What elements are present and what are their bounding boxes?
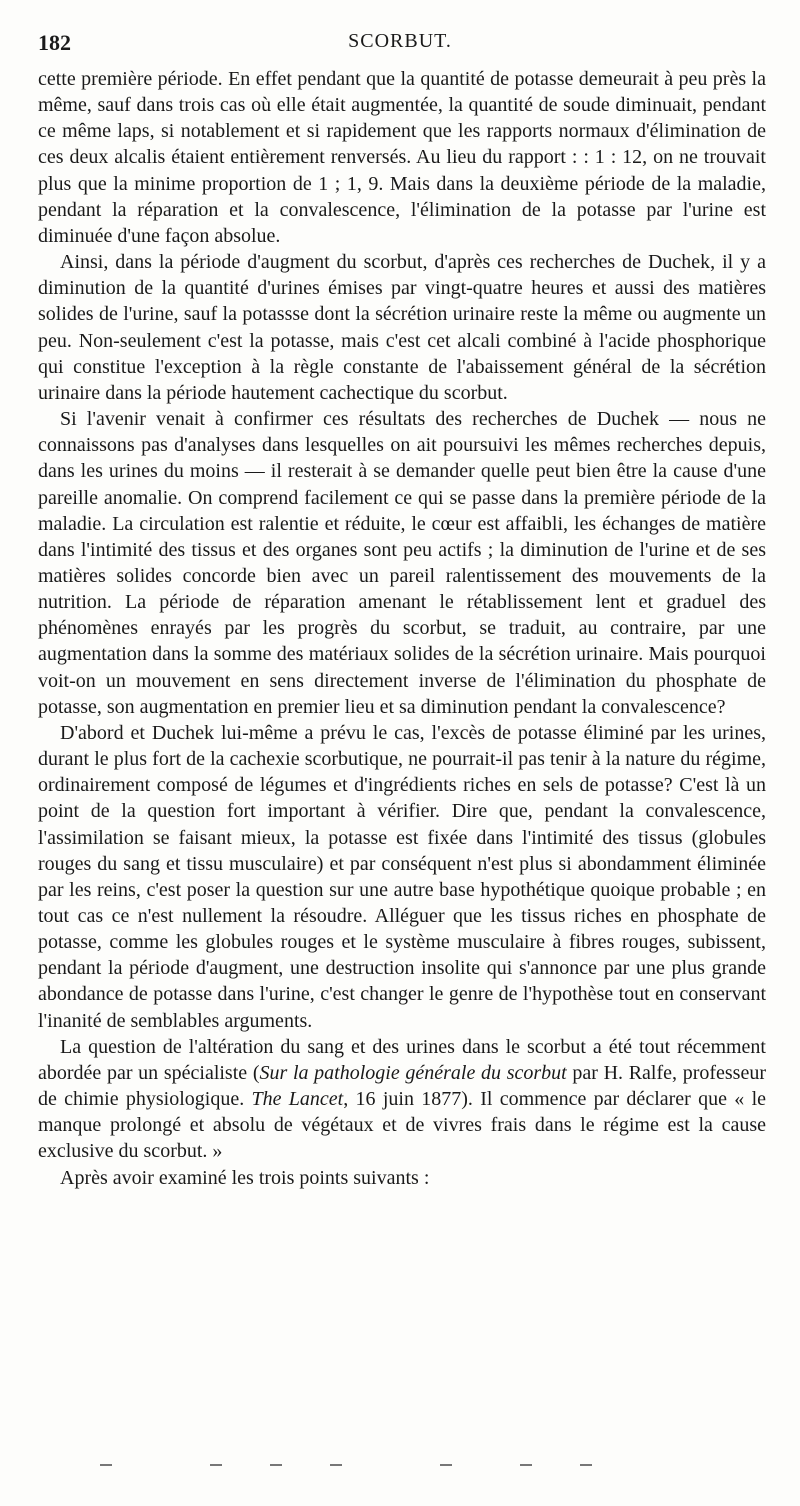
body-text (38, 66, 766, 1191)
journal-title: The Lancet (251, 1088, 344, 1111)
paragraph-3: Si l'avenir venait à confirmer ces résultats des recherches de Duchek — nous ne connaissons pas d'analyses dans lesquelles on ait poursuivi les mêmes recherches depuis, dans les urines du moins — il resterait à se demander quelle peut bien être la cause d'une pareille anomalie. On comprend facilement ce qui se passe dans la première période de la maladie. La circulation est ralentie et réduite, le cœur est affaibli, les échanges de matière dans l'intimité des tissus et des organes sont peu actifs ; la diminution de l'urine et de ses matières solides concorde bien avec un pareil ralentissement des mouvements de la nutrition. La période de réparation amenant le rétablissement lent et graduel des phénomènes enrayés par les progrès du scorbut, se traduit, au contraire, par une augmentation dans la somme des matériaux solides de la sécrétion urinaire. Mais pourquoi voit-on un mouvement en sens directement inverse de l'élimination du phosphate de potasse, son augmentation en premier lieu et sa diminution pendant la convalescence? (38, 408, 766, 718)
bleed-through-marks (100, 1464, 700, 1474)
paragraph-2: Ainsi, dans la période d'augment du scorbut, d'après ces recherches de Duchek, il y a diminution de la quantité d'urines émises par vingt-quatre heures et aussi des matières solides de l'urine, sauf la potassse dont la sécrétion urinaire reste la même ou augmente un peu. Non-seulement c'est la potasse, mais c'est cet alcali combiné à l'acide phosphorique qui constitue l'exception à la règle constante de l'abaissement général de la sécrétion urinaire dans la période hautement cachectique du scorbut. (38, 251, 766, 404)
paragraph-5-text-a: La question de l'altération du sang et des urines dans le scorbut a été tout récemment abordée par un spécialiste ( (38, 1035, 766, 1084)
paragraph-5 (38, 1034, 766, 1165)
article-title: Sur la pathologie générale du scorbut (259, 1061, 567, 1084)
paragraph-4: D'abord et Duchek lui-même a prévu le cas, l'excès de potasse éliminé par les urines, durant le plus fort de la cachexie scorbutique, ne pourrait-il pas tenir à la nature du régime, ordinairement composé de légumes et d'ingrédients riches en sels de potasse? C'est là un point de la question fort important à vérifier. Dire que, pendant la convalescence, l'assimilation se faisant mieux, la potasse est fixée dans l'intimité des tissus (globules rouges du sang et tissu musculaire) et par conséquent n'est plus si abondamment éliminée par les reins, c'est poser la question sur une autre base hypothétique quoique probable ; en tout cas ce n'est nullement la résoudre. Alléguer que les tissus riches en phosphate de potasse, comme les globules rouges et le système musculaire à fibres rouges, subissent, pendant la période d'augment, une destruction insolite qui s'annonce par une plus grande abondance de potasse dans l'urine, c'est changer le genre de l'hypothèse tout en conservant l'inanité de semblables arguments. (38, 721, 766, 1032)
paragraph-5-text-b: par H. Ralfe, professeur de chimie physiologique. (38, 1061, 767, 1111)
paragraph-1: cette première période. En effet pendant que la quantité de potasse demeurait à peu près la même, sauf dans trois cas où elle était augmentée, la quantité de soude diminuait, pendant ce même laps, si notablement et si rapidement que les rapports normaux d'élimination de ces deux alcalis étaient entièrement renversés. Au lieu du rapport : : 1 : 12, on ne trouvait plus que la minime proportion de 1 ; 1, 9. Mais dans la deuxième période de la maladie, pendant la réparation et la convalescence, l'élimination de la potasse par l'urine est diminuée d'une façon absolue. (38, 68, 766, 247)
page-number: 182 (38, 30, 71, 55)
running-head (38, 30, 762, 60)
running-title: SCORBUT. (348, 30, 452, 52)
paragraph-6: Après avoir examiné les trois points suivants : (60, 1166, 430, 1189)
paragraph-5-text-c: , 16 juin 1877). Il commence par déclarer que « le manque prolongé et absolu de végétaux et de vivres frais dans le régime est la cause exclusive du scorbut. » (38, 1088, 767, 1163)
